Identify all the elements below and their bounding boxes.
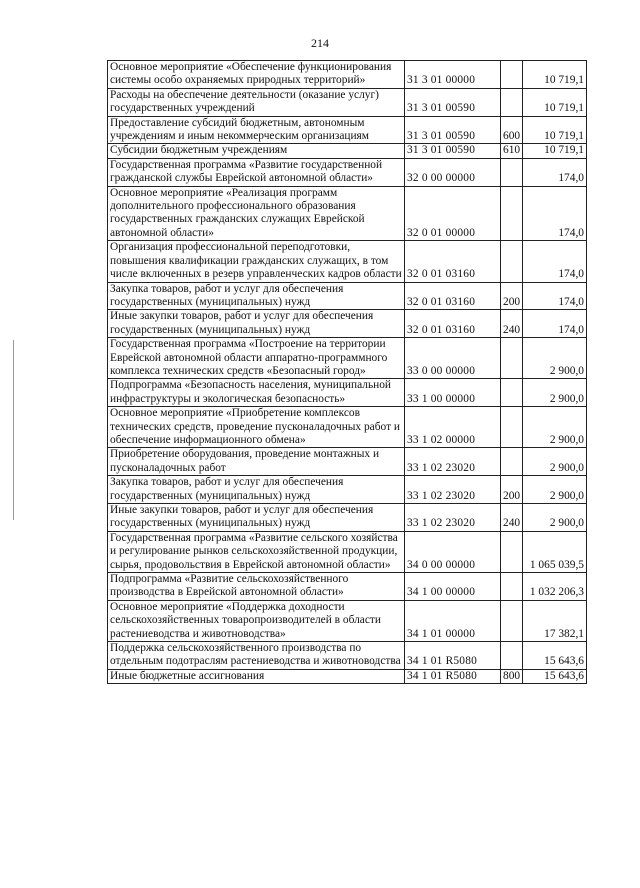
- row-name: Иные закупки товаров, работ и услуг для обеспечения государственных (муниципальных) нужд: [108, 310, 405, 338]
- row-sum: 2 900,0: [523, 379, 587, 407]
- row-sum: 15 643,6: [523, 642, 587, 670]
- row-sum: 10 719,1: [523, 144, 587, 158]
- row-vr-code: 240: [501, 310, 523, 338]
- row-kcsr-code: 33 0 00 00000: [405, 338, 501, 379]
- table-row: [108, 186, 587, 241]
- row-kcsr-code: 34 0 00 00000: [405, 531, 501, 572]
- row-vr-code: [501, 338, 523, 379]
- row-name: Основное мероприятие «Поддержка доходности сельскохозяйственных товаропроизводителей в области растениеводства и животноводства»: [108, 600, 405, 641]
- row-name: Иные бюджетные ассигнования: [108, 669, 405, 683]
- row-vr-code: [501, 407, 523, 448]
- row-name: Государственная программа «Построение на территории Еврейской автономной области аппаратно-программного комплекса технических средств «Безопасный город»: [108, 338, 405, 379]
- table-row: [108, 338, 587, 379]
- row-vr-code: [501, 186, 523, 241]
- row-vr-code: [501, 600, 523, 641]
- row-sum: 17 382,1: [523, 600, 587, 641]
- row-kcsr-code: 34 1 01 00000: [405, 600, 501, 641]
- budget-table-body: [108, 61, 587, 684]
- row-kcsr-code: 34 1 01 R5080: [405, 669, 501, 683]
- row-sum: 10 719,1: [523, 116, 587, 144]
- row-vr-code: 610: [501, 144, 523, 158]
- table-row: [108, 158, 587, 186]
- table-row: [108, 573, 587, 601]
- row-name: Государственная программа «Развитие сельского хозяйства и регулирование рынков сельскохозяйственной продукции, сырья, продовольствия в Еврейской автономной области»: [108, 531, 405, 572]
- row-kcsr-code: 31 3 01 00590: [405, 116, 501, 144]
- row-kcsr-code: 32 0 01 03160: [405, 241, 501, 282]
- table-row: [108, 282, 587, 310]
- row-sum: 174,0: [523, 241, 587, 282]
- row-kcsr-code: 32 0 01 03160: [405, 310, 501, 338]
- table-row: [108, 448, 587, 476]
- row-vr-code: [501, 531, 523, 572]
- row-vr-code: [501, 573, 523, 601]
- row-name: Закупка товаров, работ и услуг для обеспечения государственных (муниципальных) нужд: [108, 282, 405, 310]
- row-kcsr-code: 34 1 01 R5080: [405, 642, 501, 670]
- row-sum: 2 900,0: [523, 448, 587, 476]
- row-sum: 1 065 039,5: [523, 531, 587, 572]
- scan-margin-line: [13, 340, 14, 520]
- row-name: Подпрограмма «Безопасность населения, муниципальной инфраструктуры и экологическая безопасность»: [108, 379, 405, 407]
- row-sum: 2 900,0: [523, 407, 587, 448]
- row-sum: 174,0: [523, 158, 587, 186]
- row-name: Приобретение оборудования, проведение монтажных и пусконаладочных работ: [108, 448, 405, 476]
- row-name: Иные закупки товаров, работ и услуг для обеспечения государственных (муниципальных) нужд: [108, 504, 405, 532]
- row-sum: 174,0: [523, 282, 587, 310]
- row-kcsr-code: 32 0 01 00000: [405, 186, 501, 241]
- row-vr-code: [501, 61, 523, 89]
- table-row: [108, 61, 587, 89]
- table-row: [108, 241, 587, 282]
- row-vr-code: [501, 379, 523, 407]
- row-vr-code: 800: [501, 669, 523, 683]
- table-row: [108, 379, 587, 407]
- table-row: [108, 669, 587, 683]
- row-name: Основное мероприятие «Приобретение комплексов технических средств, проведение пусконаладочных работ и обеспечение информационного обмена»: [108, 407, 405, 448]
- table-row: [108, 504, 587, 532]
- row-name: Расходы на обеспечение деятельности (оказание услуг) государственных учреждений: [108, 88, 405, 116]
- row-kcsr-code: 33 1 00 00000: [405, 379, 501, 407]
- row-sum: 10 719,1: [523, 88, 587, 116]
- table-row: [108, 88, 587, 116]
- row-sum: 2 900,0: [523, 504, 587, 532]
- row-name: Закупка товаров, работ и услуг для обеспечения государственных (муниципальных) нужд: [108, 476, 405, 504]
- table-row: [108, 531, 587, 572]
- row-name: Подпрограмма «Развитие сельскохозяйственного производства в Еврейской автономной области»: [108, 573, 405, 601]
- row-kcsr-code: 32 0 00 00000: [405, 158, 501, 186]
- row-vr-code: [501, 88, 523, 116]
- table-row: [108, 476, 587, 504]
- row-name: Основное мероприятие «Реализация программ дополнительного профессионального образования государственных гражданских служащих Еврейской автономной области»: [108, 186, 405, 241]
- row-sum: 2 900,0: [523, 476, 587, 504]
- page-number: 214: [311, 36, 329, 50]
- row-kcsr-code: 33 1 02 23020: [405, 476, 501, 504]
- row-vr-code: 240: [501, 504, 523, 532]
- row-vr-code: 200: [501, 282, 523, 310]
- row-vr-code: [501, 448, 523, 476]
- row-name: Организация профессиональной переподготовки, повышения квалификации гражданских служащих, в том числе включенных в резерв управленческих кадров области: [108, 241, 405, 282]
- row-sum: 15 643,6: [523, 669, 587, 683]
- row-sum: 174,0: [523, 310, 587, 338]
- row-kcsr-code: 31 3 01 00590: [405, 144, 501, 158]
- row-sum: 1 032 206,3: [523, 573, 587, 601]
- table-row: [108, 116, 587, 144]
- table-row: [108, 407, 587, 448]
- row-sum: 174,0: [523, 186, 587, 241]
- row-name: Государственная программа «Развитие государственной гражданской службы Еврейской автономной области»: [108, 158, 405, 186]
- row-name: Поддержка сельскохозяйственного производства по отдельным подотраслям растениеводства и животноводства: [108, 642, 405, 670]
- row-name: Основное мероприятие «Обеспечение функционирования системы особо охраняемых природных территорий»: [108, 61, 405, 89]
- row-kcsr-code: 34 1 00 00000: [405, 573, 501, 601]
- row-vr-code: [501, 642, 523, 670]
- row-kcsr-code: 31 3 01 00590: [405, 88, 501, 116]
- table-row: [108, 600, 587, 641]
- row-kcsr-code: 31 3 01 00000: [405, 61, 501, 89]
- row-kcsr-code: 33 1 02 23020: [405, 504, 501, 532]
- row-name: Субсидии бюджетным учреждениям: [108, 144, 405, 158]
- row-kcsr-code: 33 1 02 23020: [405, 448, 501, 476]
- row-vr-code: [501, 241, 523, 282]
- row-name: Предоставление субсидий бюджетным, автономным учреждениям и иным некоммерческим организациям: [108, 116, 405, 144]
- row-kcsr-code: 33 1 02 00000: [405, 407, 501, 448]
- table-row: [108, 310, 587, 338]
- row-vr-code: 200: [501, 476, 523, 504]
- row-sum: 2 900,0: [523, 338, 587, 379]
- row-sum: 10 719,1: [523, 61, 587, 89]
- row-kcsr-code: 32 0 01 03160: [405, 282, 501, 310]
- table-row: [108, 642, 587, 670]
- row-vr-code: [501, 158, 523, 186]
- table-row: [108, 144, 587, 158]
- budget-table: [107, 60, 587, 684]
- row-vr-code: 600: [501, 116, 523, 144]
